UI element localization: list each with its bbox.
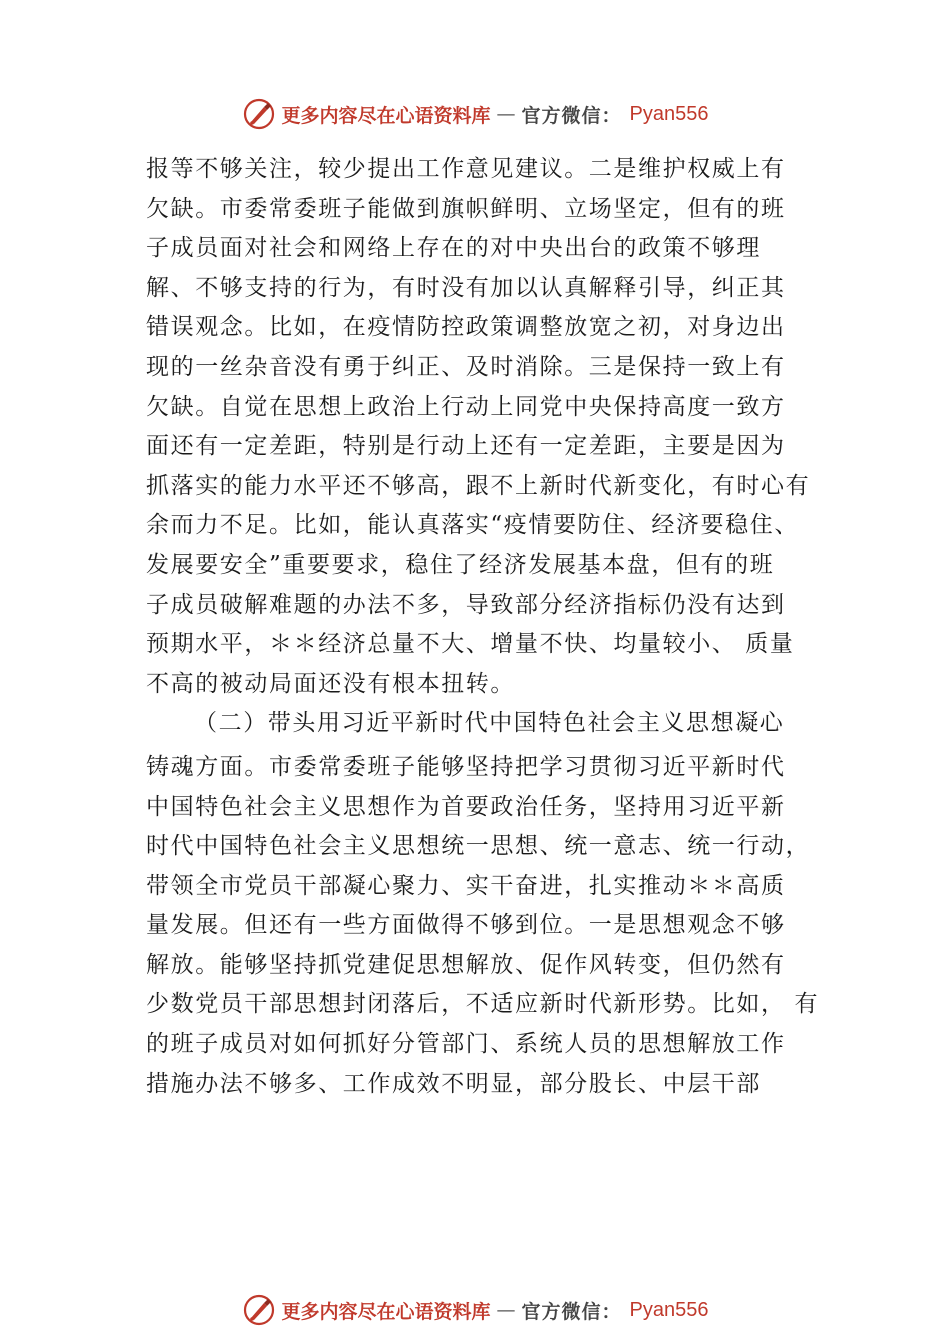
text-line: 欠缺。自觉在思想上政治上行动上同党中央保持高度一致方 bbox=[146, 393, 786, 420]
text-line: 中国特色社会主义思想作为首要政治任务，坚持用习近平新 bbox=[146, 793, 786, 820]
text-line: 面还有一定差距，特别是行动上还有一定差距，主要是因为 bbox=[146, 433, 786, 460]
text-line: 少数党员干部思想封闭落后，不适应新时代新形势。比如， 有 bbox=[146, 991, 820, 1018]
text-line: 现的一丝杂音没有勇于纠正、及时消除。三是保持一致上有 bbox=[146, 353, 786, 380]
text-line: 报等不够关注，较少提出工作意见建议。二是维护权威上有 bbox=[146, 156, 786, 182]
footer-wechat-id: Pyan556 bbox=[629, 1298, 709, 1321]
header-wechat-id: Pyan556 bbox=[629, 102, 709, 125]
text-line: 预期水平，＊＊经济总量不大、增量不快、均量较小、 质量 bbox=[146, 631, 795, 658]
footer-dash: — bbox=[496, 1299, 516, 1321]
footer-banner bbox=[0, 1290, 950, 1330]
text-line: 欠缺。市委常委班子能做到旗帜鲜明、立场坚定，但有的班 bbox=[146, 195, 786, 222]
footer-site-name: 更多内容尽在心语资料库 bbox=[281, 1300, 491, 1323]
header-wechat-label: 官方微信： bbox=[521, 104, 622, 127]
text-line: 发展要安全”重要要求，稳住了经济发展基本盘，但有的班 bbox=[146, 551, 775, 578]
text-line: 不高的被动局面还没有根本扭转。 bbox=[146, 670, 515, 697]
text-line: 错误观念。比如，在疫情防控政策调整放宽之初，对身边出 bbox=[146, 314, 786, 341]
pen-seal-icon bbox=[242, 1293, 276, 1327]
text-line: 余而力不足。比如，能认真落实“疫情要防住、经济要稳住、 bbox=[146, 512, 799, 539]
text-line: 铸魂方面。市委常委班子能够坚持把学习贯彻习近平新时代 bbox=[146, 753, 786, 780]
header-site-name: 更多内容尽在心语资料库 bbox=[281, 104, 491, 127]
text-line: 子成员面对社会和网络上存在的对中央出台的政策不够理 bbox=[146, 235, 761, 262]
header-banner bbox=[0, 94, 950, 134]
text-line: 解、不够支持的行为，有时没有加以认真解释引导，纠正其 bbox=[146, 274, 786, 301]
text-line: 子成员破解难题的办法不多，导致部分经济指标仍没有达到 bbox=[146, 591, 786, 618]
header-dash: — bbox=[496, 103, 516, 125]
text-line: 抓落实的能力水平还不够高，跟不上新时代新变化，有时心有 bbox=[146, 472, 811, 499]
section-heading-line: （二）带头用习近平新时代中国特色社会主义思想凝心 bbox=[194, 710, 785, 737]
pen-seal-icon bbox=[242, 97, 276, 131]
footer-wechat-label: 官方微信： bbox=[521, 1300, 622, 1323]
text-line: 措施办法不够多、工作成效不明显，部分股长、中层干部 bbox=[146, 1070, 761, 1097]
text-line: 的班子成员对如何抓好分管部门、系统人员的思想解放工作 bbox=[146, 1031, 786, 1058]
text-line: 量发展。但还有一些方面做得不够到位。一是思想观念不够 bbox=[146, 912, 786, 939]
document-body bbox=[146, 150, 826, 1104]
text-line: 解放。能够坚持抓党建促思想解放、促作风转变，但仍然有 bbox=[146, 951, 786, 978]
text-line: 带领全市党员干部凝心聚力、实干奋进，扎实推动＊＊高质 bbox=[146, 872, 786, 899]
text-line: 时代中国特色社会主义思想统一思想、统一意志、统一行动， bbox=[146, 833, 811, 860]
